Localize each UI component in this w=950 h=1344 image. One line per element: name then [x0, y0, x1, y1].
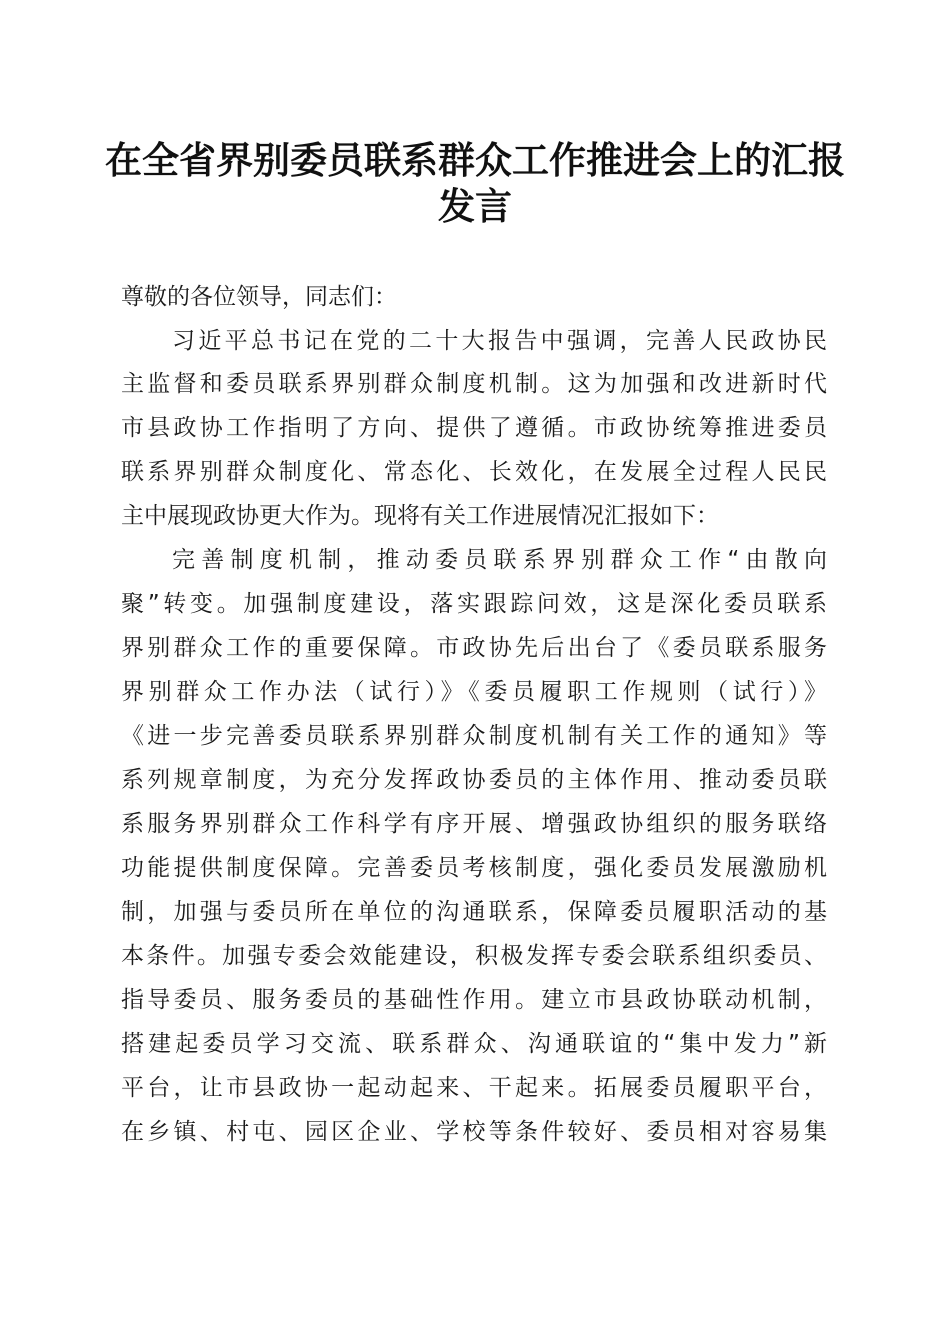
body-line: 平台，让市县政协一起动起来、干起来。拓展委员履职平台，: [121, 1075, 827, 1101]
body-line: 市县政协工作指明了方向、提供了遵循。市政协统筹推进委员: [121, 415, 827, 441]
body-line: 主监督和委员联系界别群众制度机制。这为加强和改进新时代: [121, 371, 827, 397]
body-line: 联系界别群众制度化、常态化、长效化，在发展全过程人民民: [121, 459, 827, 485]
body-line: 搭建起委员学习交流、联系群众、沟通联谊的“集中发力”新: [121, 1031, 827, 1057]
body-line: 功能提供制度保障。完善委员考核制度，强化委员发展激励机: [121, 855, 827, 881]
document-title-line-2: 发言: [438, 184, 512, 228]
body-line: 主中展现政协更大作为。现将有关工作进展情况汇报如下：: [121, 503, 719, 529]
body-line: 指导委员、服务委员的基础性作用。建立市县政协联动机制，: [121, 987, 827, 1013]
body-line: 习近平总书记在党的二十大报告中强调，完善人民政协民: [172, 328, 827, 354]
document-title-line-1: 在全省界别委员联系群众工作推进会上的汇报: [105, 138, 845, 182]
body-line: 《进一步完善委员联系界别群众制度机制有关工作的通知》等: [121, 723, 827, 749]
body-line: 系列规章制度，为充分发挥政协委员的主体作用、推动委员联: [121, 767, 827, 793]
body-line: 在乡镇、村屯、园区企业、学校等条件较好、委员相对容易集: [121, 1119, 827, 1145]
body-line: 本条件。加强专委会效能建设，积极发挥专委会联系组织委员、: [121, 943, 827, 969]
body-line: 聚”转变。加强制度建设，落实跟踪问效，这是深化委员联系: [121, 591, 827, 617]
body-line: 系服务界别群众工作科学有序开展、增强政协组织的服务联络: [121, 811, 827, 837]
body-line: 界别群众工作的重要保障。市政协先后出台了《委员联系服务: [121, 635, 827, 661]
body-line: 制，加强与委员所在单位的沟通联系，保障委员履职活动的基: [121, 899, 827, 925]
salutation: 尊敬的各位领导，同志们：: [121, 284, 397, 310]
body-line: 完善制度机制，推动委员联系界别群众工作“由散向: [172, 547, 827, 573]
body-line: 界别群众工作办法（试行）》《委员履职工作规则（试行）》: [121, 679, 827, 705]
